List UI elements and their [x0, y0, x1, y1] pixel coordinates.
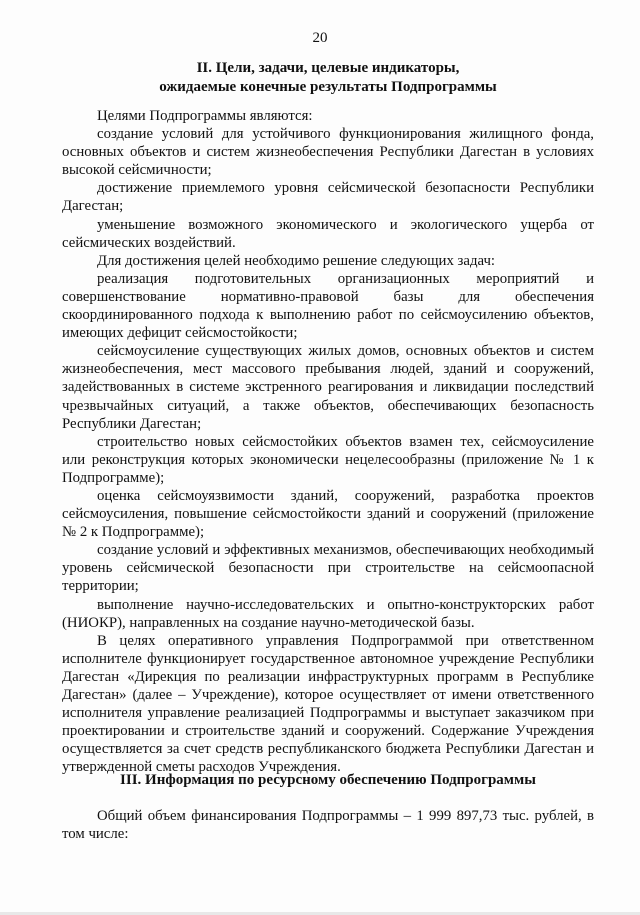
paragraph: создание условий и эффективных механизмов, обеспечивающих необходимый уровень сейсмической безопасности при строительстве на сейсмоопасной территории;: [62, 542, 594, 595]
paragraph: В целях оперативного управления Подпрограммой при ответственном исполнителе функционирует государственное автономное учреждение Республики Дагестан «Дирекция по реализации инфраструктурных программ в Республике Дагестан» (далее – Учреждение), которое осуществляет от имени ответственного исполнителя управление реализацией Подпрограммы и выступает заказчиком при проектировании и строительстве зданий и сооружений. Содержание Учреждения осуществляется за счет средств республиканского бюджета Республики Дагестан и утвержденной сметы расходов Учреждения.: [62, 632, 594, 776]
paragraph: реализация подготовительных организационных мероприятий и совершенствование нормативно-правовой базы для обеспечения скоординированного подхода к выполнению работ по сейсмоусилению объектов, имеющих дефицит сейсмостойкости;: [62, 270, 594, 342]
paragraph: Для достижения целей необходимо решение следующих задач:: [97, 252, 496, 269]
page-number: 20: [312, 30, 328, 46]
paragraph: оценка сейсмоуязвимости зданий, сооружений, разработка проектов сейсмоусиления, повышение сейсмостойкости зданий и сооружений (приложение № 2 к Подпрограмме);: [62, 487, 594, 541]
paragraph: создание условий для устойчивого функционирования жилищного фонда, основных объектов и систем жизнеобеспечения Республики Дагестан в условиях высокой сейсмичности;: [62, 126, 594, 179]
paragraph: Общий объем финансирования Подпрограммы – 1 999 897,73 тыс. рублей, в том числе:: [62, 808, 594, 843]
section-3-heading: III. Информация по ресурсному обеспечению Подпрограммы: [120, 772, 536, 788]
paragraph: выполнение научно-исследовательских и опытно-конструкторских работ (НИОКР), направленных на создание научно-методической базы.: [62, 596, 594, 631]
paragraph: строительство новых сейсмостойких объектов взамен тех, сейсмоусиление или реконструкция которых экономически нецелесообразны (приложение № 1 к Подпрограмме);: [62, 433, 594, 486]
paragraph: Целями Подпрограммы являются:: [97, 108, 313, 124]
paragraph: сейсмоусиление существующих жилых домов, основных объектов и систем жизнеобеспечения, мест массового пребывания людей, зданий и сооружений, задействованных в системе экстренного реагирования и ликвидации последствий чрезвычайных ситуаций, а также объектов, обеспечивающих безопасность Республики Дагестан;: [62, 343, 594, 432]
section-3-body: [62, 807, 594, 843]
paragraph: уменьшение возможного экономического и экологического ущерба от сейсмических воздействий.: [62, 216, 594, 251]
section-2-heading: [62, 59, 594, 97]
section-2-heading-line-1: II. Цели, задачи, целевые индикаторы,: [196, 60, 460, 76]
section-2-body: [62, 107, 594, 776]
section-2-heading-line-2: ожидаемые конечные результаты Подпрограммы: [159, 79, 497, 95]
paragraph: достижение приемлемого уровня сейсмической безопасности Республики Дагестан;: [62, 180, 594, 215]
